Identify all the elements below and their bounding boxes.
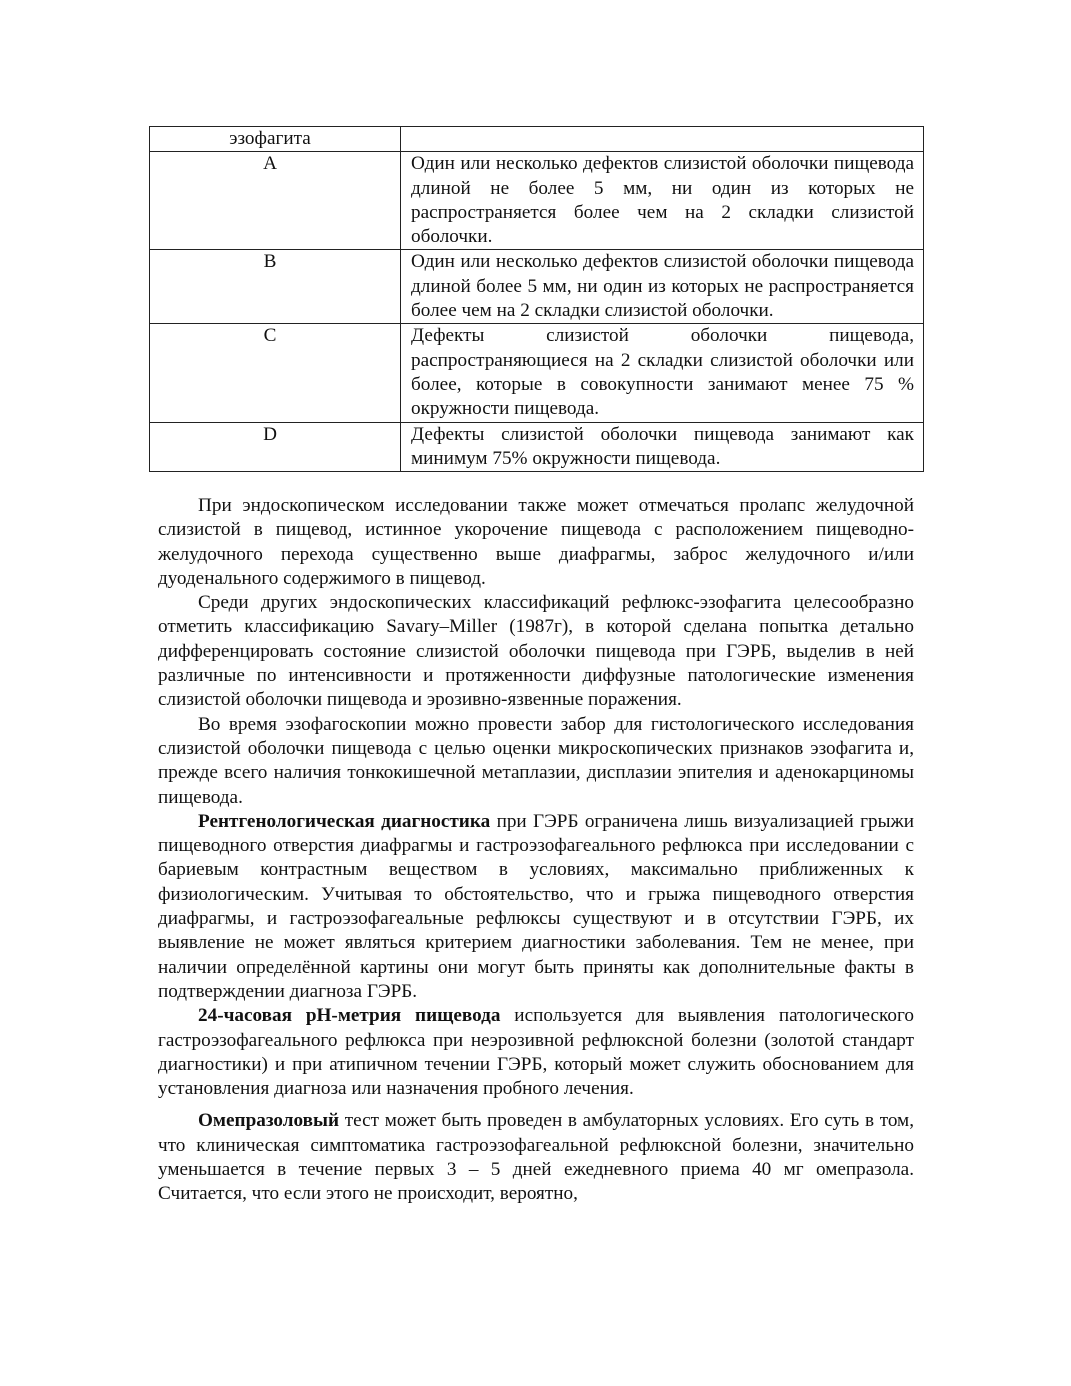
paragraph-histology: Во время эзофагоскопии можно провести забор для гистологического исследования слизистой оболочки пищевода с целью оценки микроскопических признаков эзофагита и, прежде всего наличия тонкокишечной метаплазии, дисплазии эпителия и аденокарциномы пищевода. xyxy=(158,713,914,808)
radiology-text: при ГЭРБ ограничена лишь визуализацией грыжи пищеводного отверстия диафрагмы и гастроэзофагеального рефлюкса при исследовании с бариевым контрастным веществом в условиях, максимально приближенных к физиологическим. Учитывая то обстоятельство, что и грыжа пищеводного отверстия диафрагмы, и гастроэзофагеальные рефлюксы существуют и в отсутствии ГЭРБ, их выявление не может являться критерием диагностики заболевания. Тем не менее, при наличии определённой картины они могут быть приняты как дополнительные факты в подтверждении диагноза ГЭРБ. xyxy=(158,810,914,1002)
ph-metry-term: 24-часовая pH-метрия пищевода xyxy=(198,1005,501,1027)
description-cell: Дефекты слизистой оболочки пищевода занимают как минимум 75% окружности пищевода. xyxy=(401,422,924,472)
omeprazole-term: Омепразоловый xyxy=(198,1110,340,1132)
table-row xyxy=(150,127,924,152)
esophagitis-grade-table xyxy=(149,126,924,472)
paragraph-radiology xyxy=(158,810,914,1004)
table-row xyxy=(150,250,924,324)
description-cell: Один или несколько дефектов слизистой оболочки пищевода длиной не более 5 мм, ни один из которых не распространяется более чем на 2 складки слизистой оболочки. xyxy=(401,152,924,250)
description-header-cell xyxy=(401,127,924,152)
grade-cell: C xyxy=(150,324,401,422)
paragraph-savary-miller: Среди других эндоскопических классификаций рефлюкс-эзофагита целесообразно отметить классификацию Savary–Miller (1987г), в которой сделана попытка детально дифференцировать состояние слизистой оболочки пищевода при ГЭРБ, выделив в ней различные по интенсивности и протяженности диффузные патологические изменения слизистой оболочки пищевода и эрозивно-язвенные поражения. xyxy=(158,592,914,711)
table-row xyxy=(150,324,924,422)
table-row xyxy=(150,422,924,472)
table-row xyxy=(150,152,924,250)
ph-metry-text: используется для выявления патологического гастроэзофагеального рефлюкса при неэрозивной рефлюксной болезни (золотой стандарт диагностики) и при атипичном течении ГЭРБ, который может служить обоснованием для установления диагноза или назначения пробного лечения. xyxy=(158,1005,914,1100)
grade-cell: D xyxy=(150,422,401,472)
grade-cell: A xyxy=(150,152,401,250)
grade-header-cell: эзофагита xyxy=(150,127,401,152)
description-cell: Один или несколько дефектов слизистой оболочки пищевода длиной более 5 мм, ни один из которых не распространяется более чем на 2 складки слизистой оболочки. xyxy=(401,250,924,324)
paragraph-omeprazole-test xyxy=(158,1109,914,1206)
paragraph-ph-metry xyxy=(158,1004,914,1101)
paragraph-endoscopy-findings: При эндоскопическом исследовании также может отмечаться пролапс желудочной слизистой в пищевод, истинное укорочение пищевода с расположением пищеводно-желудочного перехода существенно выше диафрагмы, заброс желудочного и/или дуоденального содержимого в пищевод. xyxy=(158,495,914,589)
body-text xyxy=(158,494,914,1207)
grade-cell: B xyxy=(150,250,401,324)
omeprazole-text: тест может быть проведен в амбулаторных условиях. Его суть в том, что клиническая симптоматика гастроэзофагеальной рефлюксной болезни, значительно уменьшается в течение первых 3 – 5 дней ежедневного приема 40 мг омепразола. Считается, что если этого не происходит, вероятно, xyxy=(158,1110,914,1205)
description-cell: Дефекты слизистой оболочки пищевода, распространяющиеся на 2 складки слизистой оболочки или более, которые в совокупности занимают менее 75 % окружности пищевода. xyxy=(401,324,924,422)
radiology-term: Рентгенологическая диагностика xyxy=(198,810,491,832)
